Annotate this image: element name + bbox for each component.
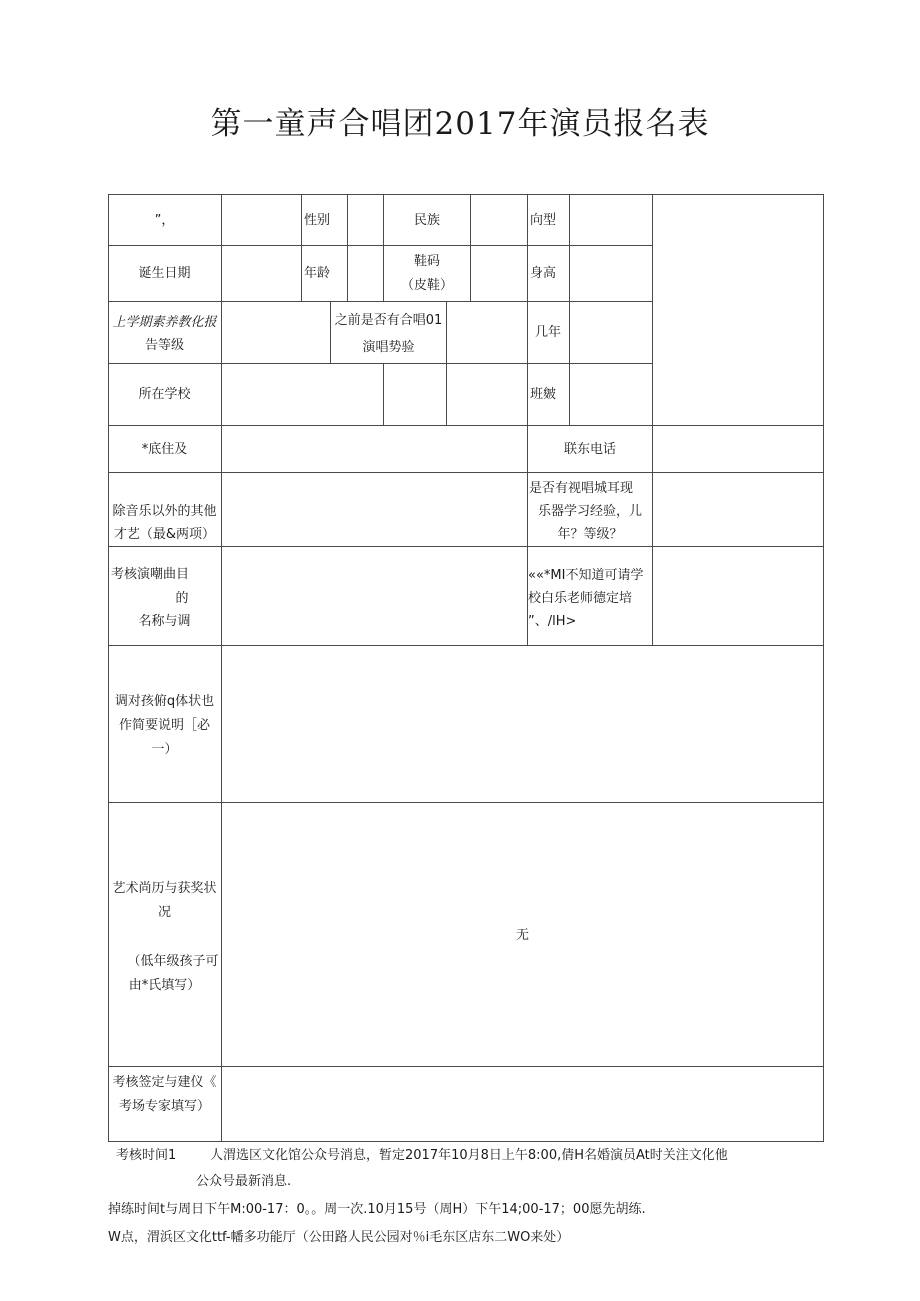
grade-field[interactable] [384,364,446,425]
exam-time-text-2: 公众号最新消息. [196,1174,292,1189]
awards-note: （低年级孩子可 [127,954,219,969]
name-field[interactable] [222,194,301,245]
rehearsal-time-text: 掉练时间t与周日下午M:00-17：0。。周一次.10月15号（周H）下午14;00-17；00愿先胡练. [108,1202,646,1217]
song-label-2: 的 [175,591,189,606]
class-field[interactable] [570,364,652,425]
song-label-3: 名称与调 [138,614,191,629]
ethnicity-label: 民族 [413,213,440,228]
address-label: *底住及 [141,442,188,457]
talent-label: 除音乐以外的其他 [112,504,217,519]
evaluation-label: 考核签定与建仪《 [112,1075,217,1090]
report-grade-label: 上学期素养教化报 [112,315,217,330]
grade-field-2[interactable] [447,364,527,425]
page-title: 第一童声合唱团2017年演员报名表 [210,106,710,142]
ethnicity-field[interactable] [471,194,527,245]
shoe-size-field[interactable] [471,246,527,301]
awards-note-2: 由*氏填写） [128,978,201,993]
shoe-size-label: 鞋码 [413,254,440,269]
instrument-field[interactable] [653,473,823,546]
awards-value[interactable]: 无 [515,928,529,943]
years-label: 几年 [535,325,562,340]
height-label: 身高 [530,266,557,281]
evaluation-field[interactable] [222,1067,823,1141]
choir-experience-label: 之前是否有合唱01 [334,313,443,328]
gender-field[interactable] [348,194,383,245]
school-label: 所在学校 [138,387,191,402]
age-label: 年龄 [304,266,331,281]
exam-time-text: 人渭选区文化馆公众号消息，暂定2017年10月8日上午8:00,倩H名婚演员At时关注文化他 [210,1148,728,1163]
song-note-2: 校白乐老师德定培 [528,591,633,606]
instrument-label: 是否有视唱城耳现 [529,481,634,496]
school-field[interactable] [222,364,383,425]
blood-type-label: 向型 [530,213,557,228]
report-grade-sublabel: 告等级 [144,338,184,353]
instrument-sublabel: 乐器学习经验，儿 [537,504,642,519]
address-field[interactable] [222,426,527,472]
song-key-field[interactable] [653,547,823,645]
song-field[interactable] [222,547,527,645]
class-label: 班皴 [530,387,557,402]
name-label: ”， [154,213,175,228]
talent-field[interactable] [222,473,527,546]
song-note-1: ««*MI不知道可请学 [528,568,644,583]
awards-label: 艺术尚历与获奖状 [112,881,217,896]
talent-sublabel: 才艺（最&两项） [113,527,216,542]
awards-label-2: 况 [157,905,171,920]
years-field[interactable] [570,302,652,363]
photo-box[interactable] [653,194,823,425]
song-note-3: ”、/lH> [528,614,577,629]
evaluation-label-2: 考场专家填写） [118,1099,210,1114]
blood-type-field[interactable] [570,194,652,245]
phone-field[interactable] [653,426,823,472]
shoe-size-sublabel: （皮鞋） [400,278,453,293]
song-label: 考核演嘲曲目 [111,567,190,582]
height-field[interactable] [570,246,652,301]
gender-label: 性别 [304,213,331,228]
birth-date-label: 诞生日期 [138,266,191,281]
instrument-sublabel-2: 年？等级？ [557,527,623,542]
choir-experience-field[interactable] [447,302,527,363]
venue-text: W点，渭浜区文化ttf-幡多功能厅（公田路人民公园对％i毛东区店东二WO来处） [108,1230,570,1245]
choir-experience-sublabel: 演唱势验 [362,340,415,355]
exam-time-label: 考核时间1 [116,1148,177,1163]
birth-date-field[interactable] [222,246,301,301]
description-label: 调对孩俯q体状也 [114,694,215,709]
description-field[interactable] [222,646,823,802]
report-grade-field[interactable] [222,302,330,363]
phone-label: 联东电话 [563,442,616,457]
description-label-3: 一） [151,742,178,757]
age-field[interactable] [348,246,383,301]
description-label-2: 作简要说明［必 [118,718,210,733]
